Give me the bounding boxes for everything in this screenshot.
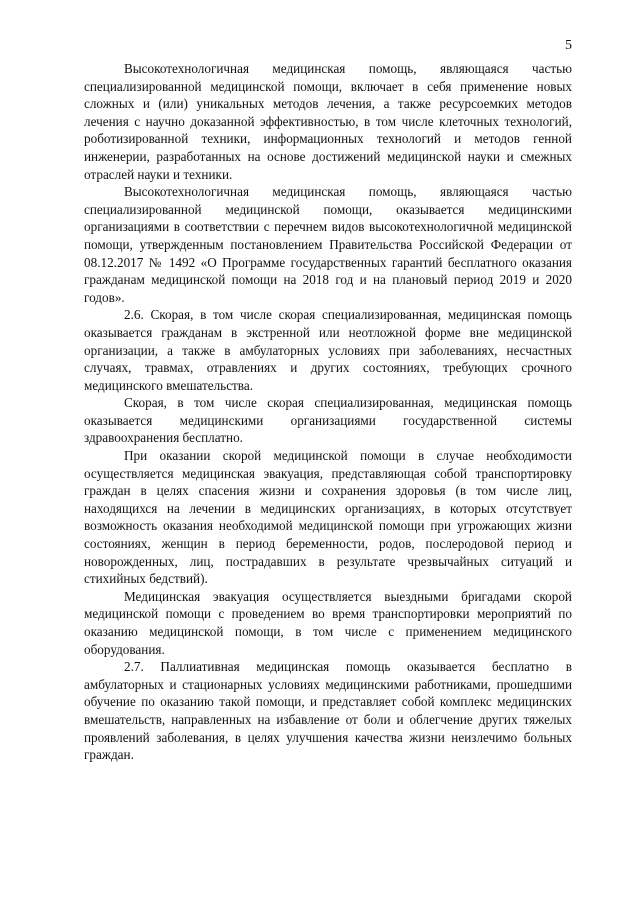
paragraph-medical-evacuation: При оказании скорой медицинской помощи в случае необходимости осуществляется медицинская эвакуация, представляющая собой транспортировку граждан в целях спасения жизни и сохранения здоровья (в том числе лиц, находящихся на лечении в медицинских организациях, в которых отсутствует возможность оказания необходимой медицинской помощи при угрожающих жизни состояниях, женщин в период беременности, родов, послеродовой период и новорожденных, лиц, пострадавших в результате чрезвычайных ситуаций и стихийных бедствий). [84,448,572,587]
document-body [84,60,572,764]
paragraph-palliative-care-2-7: 2.7. Паллиативная медицинская помощь оказывается бесплатно в амбулаторных и стационарных условиях медицинскими работниками, прошедшими обучение по оказанию такой помощи, и представляет собой комплекс медицинских вмешательств, направленных на избавление от боли и облегчение других тяжелых проявлений заболевания, в целях улучшения качества жизни неизлечимо больных граждан. [84,659,572,763]
paragraph-emergency-care-free: Скорая, в том числе скорая специализированная, медицинская помощь оказывается медицинскими организациями государственной системы здравоохранения бесплатно. [84,395,572,446]
paragraph-high-tech-care-definition: Высокотехнологичная медицинская помощь, являющаяся частью специализированной медицинской помощи, включает в себя применение новых сложных и (или) уникальных методов лечения, а также ресурсоемких методов лечения с научно доказанной эффективностью, в том числе клеточных технологий, роботизированной техники, информационных технологий и методов генной инженерии, разработанных на основе достижений медицинской науки и смежных отраслей науки и техники. [84,61,572,182]
paragraph-evacuation-teams: Медицинская эвакуация осуществляется выездными бригадами скорой медицинской помощи с проведением во время транспортировки мероприятий по оказанию медицинской помощи, в том числе с применением медицинского оборудования. [84,588,572,657]
paragraph-emergency-care-2-6: 2.6. Скорая, в том числе скорая специализированная, медицинская помощь оказывается гражданам в экстренной или неотложной форме вне медицинской организации, а также в амбулаторных условиях при заболеваниях, несчастных случаях, травмах, отравлениях и других состояниях, требующих срочного медицинского вмешательства. [84,307,572,393]
paragraph-high-tech-care-provision: Высокотехнологичная медицинская помощь, являющаяся частью специализированной медицинской помощи, оказывается медицинскими организациями в соответствии с перечнем видов высокотехнологичной медицинской помощи, утвержденным постановлением Правительства Российской Федерации от 08.12.2017 № 1492 «О Программе государственных гарантий бесплатного оказания гражданам медицинской помощи на 2018 год и на плановый период 2019 и 2020 годов». [84,184,572,305]
page-number: 5 [565,38,572,53]
